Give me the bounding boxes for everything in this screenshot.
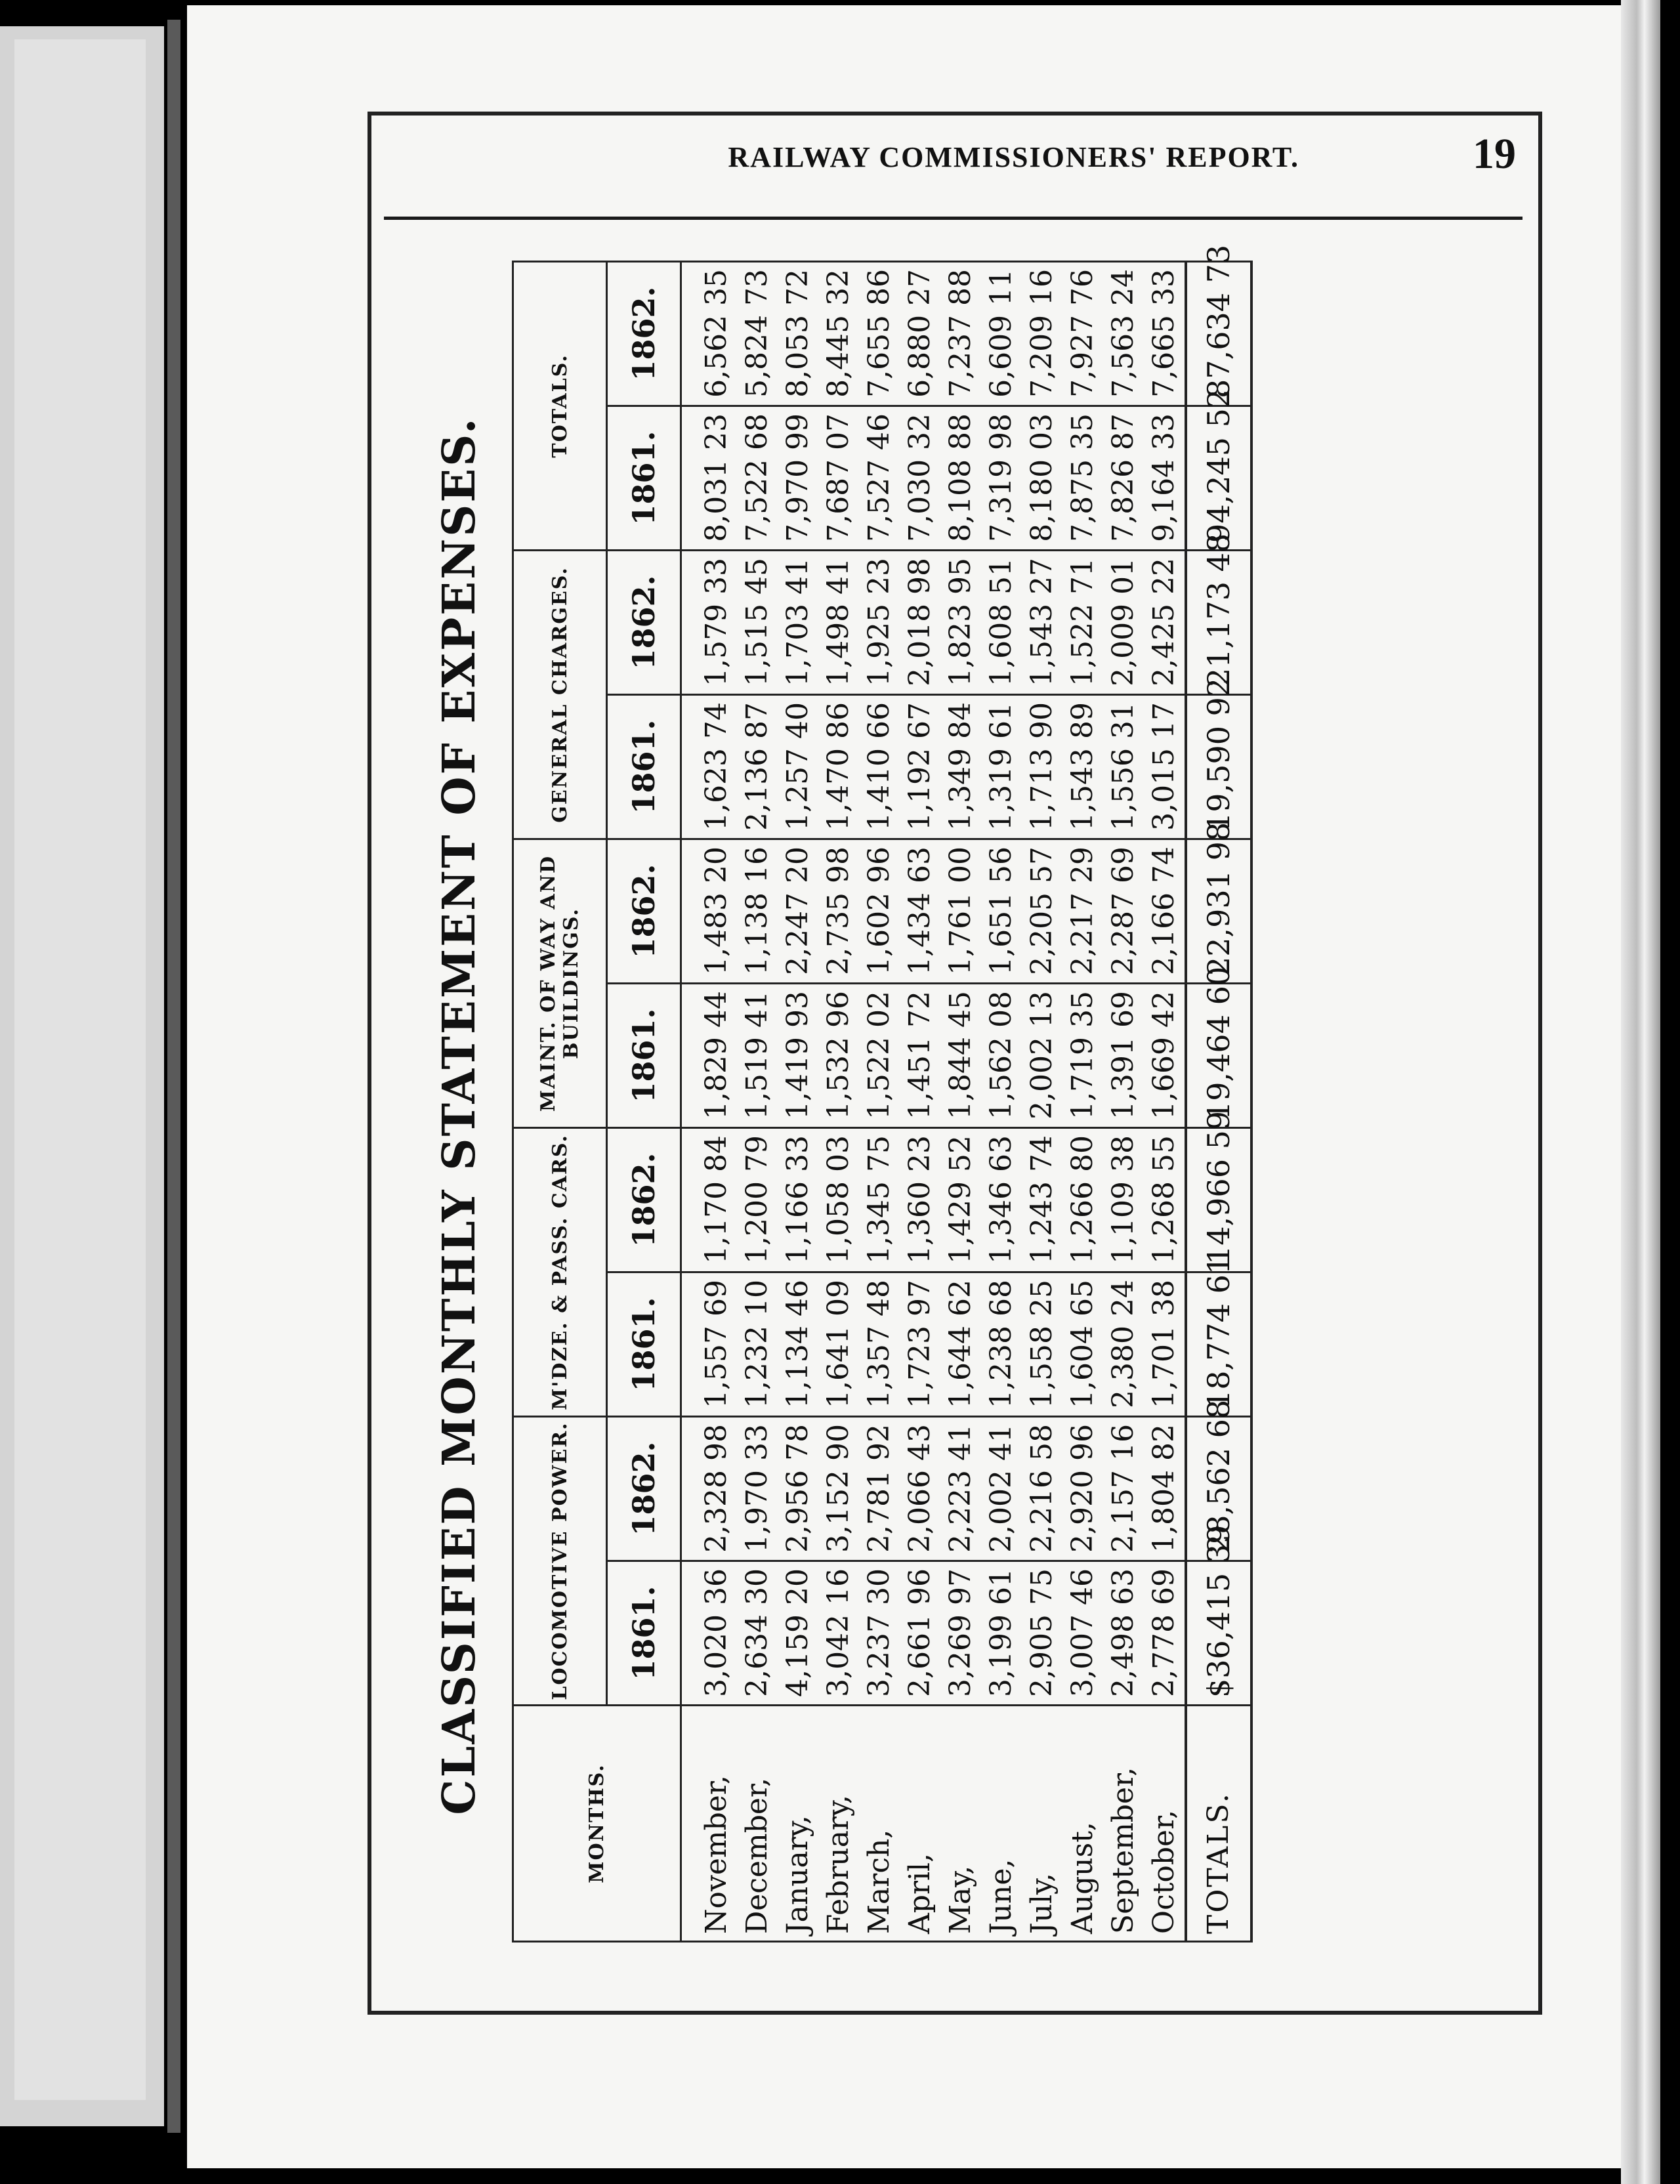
value-cell: 6,562 35 [681, 261, 738, 406]
value-cell: 2,781 92 [859, 1417, 900, 1561]
value-cell: 1,192 67 [900, 694, 940, 839]
value-cell: 3,007 46 [1062, 1561, 1103, 1706]
value-cell: 1,170 84 [681, 1127, 738, 1272]
table-row [1144, 261, 1186, 1941]
table-row [818, 261, 859, 1941]
value-cell: 3,020 36 [681, 1561, 738, 1706]
group-header-cars: M'DZE. & PASS. CARS. [513, 1127, 607, 1416]
value-cell: 1,519 41 [737, 983, 778, 1127]
year-header: 1861. [607, 694, 681, 839]
value-cell: 2,002 41 [981, 1417, 1022, 1561]
value-cell: 1,556 31 [1103, 694, 1144, 839]
value-cell: 7,655 86 [859, 261, 900, 406]
value-cell: 1,558 25 [1022, 1272, 1062, 1417]
value-cell: 1,257 40 [778, 694, 818, 839]
value-cell: 1,268 55 [1144, 1127, 1186, 1272]
value-cell: 2,920 96 [1062, 1417, 1103, 1561]
value-cell: 7,665 33 [1144, 261, 1186, 406]
value-cell: 2,425 22 [1144, 550, 1186, 694]
value-cell: 1,434 63 [900, 839, 940, 983]
value-cell: 1,109 38 [1103, 1127, 1144, 1272]
value-cell: 2,157 16 [1103, 1417, 1144, 1561]
year-header: 1861. [607, 1561, 681, 1706]
value-cell: 1,166 33 [778, 1127, 818, 1272]
table-row [1022, 261, 1062, 1941]
value-cell: 1,644 62 [940, 1272, 981, 1417]
value-cell: 1,543 27 [1022, 550, 1062, 694]
month-cell: January, [778, 1706, 818, 1942]
value-cell: 8,180 03 [1022, 406, 1062, 550]
table-row [940, 261, 981, 1941]
table-row [737, 261, 778, 1941]
table-row [1103, 261, 1144, 1941]
value-cell: 1,823 95 [940, 550, 981, 694]
year-header: 1861. [607, 983, 681, 1127]
value-cell: 2,205 57 [1022, 839, 1062, 983]
value-cell: 8,031 23 [681, 406, 738, 550]
value-cell: 1,138 16 [737, 839, 778, 983]
value-cell: 1,419 93 [778, 983, 818, 1127]
year-header: 1861. [607, 406, 681, 550]
group-header-totals: TOTALS. [513, 261, 607, 550]
total-cell: $36,415 39 [1186, 1561, 1251, 1706]
value-cell: 1,608 51 [981, 550, 1022, 694]
value-cell: 2,328 98 [681, 1417, 738, 1561]
value-cell: 7,927 76 [1062, 261, 1103, 406]
value-cell: 2,498 63 [1103, 1561, 1144, 1706]
value-cell: 1,557 69 [681, 1272, 738, 1417]
page-number: 19 [1473, 130, 1516, 178]
value-cell: 1,498 41 [818, 550, 859, 694]
total-cell: 19,590 92 [1186, 694, 1251, 839]
group-header-locomotive: LOCOMOTIVE POWER. [513, 1417, 607, 1706]
table-row [681, 261, 738, 1941]
value-cell: 1,719 35 [1062, 983, 1103, 1127]
value-cell: 1,761 00 [940, 839, 981, 983]
value-cell: 1,345 75 [859, 1127, 900, 1272]
value-cell: 9,164 33 [1144, 406, 1186, 550]
value-cell: 1,925 23 [859, 550, 900, 694]
total-cell: 19,464 60 [1186, 983, 1251, 1127]
value-cell: 6,609 11 [981, 261, 1022, 406]
month-cell: July, [1022, 1706, 1062, 1942]
value-cell: 8,053 72 [778, 261, 818, 406]
value-cell: 1,522 02 [859, 983, 900, 1127]
month-cell: August, [1062, 1706, 1103, 1942]
value-cell: 1,349 84 [940, 694, 981, 839]
value-cell: 2,634 30 [737, 1561, 778, 1706]
value-cell: 2,287 69 [1103, 839, 1144, 983]
value-cell: 1,470 86 [818, 694, 859, 839]
value-cell: 1,266 80 [1062, 1127, 1103, 1272]
value-cell: 2,002 13 [1022, 983, 1062, 1127]
table-row [859, 261, 900, 1941]
value-cell: 1,562 08 [981, 983, 1022, 1127]
value-cell: 1,829 44 [681, 983, 738, 1127]
year-header: 1862. [607, 261, 681, 406]
value-cell: 7,319 98 [981, 406, 1022, 550]
total-cell: 22,931 98 [1186, 839, 1251, 983]
value-cell: 1,651 56 [981, 839, 1022, 983]
month-cell: November, [681, 1706, 738, 1942]
value-cell: 1,410 66 [859, 694, 900, 839]
table-row [900, 261, 940, 1941]
value-cell: 1,844 45 [940, 983, 981, 1127]
value-cell: 3,199 61 [981, 1561, 1022, 1706]
month-cell: May, [940, 1706, 981, 1942]
month-cell: March, [859, 1706, 900, 1942]
value-cell: 1,602 96 [859, 839, 900, 983]
value-cell: 1,243 74 [1022, 1127, 1062, 1272]
month-cell: June, [981, 1706, 1022, 1942]
value-cell: 2,905 75 [1022, 1561, 1062, 1706]
totals-row [1186, 261, 1251, 1941]
facing-page-text-area [14, 39, 146, 2100]
facing-page [0, 26, 164, 2126]
book-gutter [167, 20, 180, 2133]
month-cell: September, [1103, 1706, 1144, 1942]
month-cell: October, [1144, 1706, 1186, 1942]
value-cell: 2,136 87 [737, 694, 778, 839]
header-rule [384, 217, 1522, 220]
value-cell: 1,543 89 [1062, 694, 1103, 839]
value-cell: 7,826 87 [1103, 406, 1144, 550]
table-row [981, 261, 1022, 1941]
value-cell: 2,223 41 [940, 1417, 981, 1561]
totals-label: TOTALS. [1186, 1706, 1251, 1942]
year-header: 1861. [607, 1272, 681, 1417]
value-cell: 2,380 24 [1103, 1272, 1144, 1417]
value-cell: 1,623 74 [681, 694, 738, 839]
value-cell: 8,445 32 [818, 261, 859, 406]
total-cell: 87,634 73 [1186, 261, 1251, 406]
value-cell: 3,042 16 [818, 1561, 859, 1706]
value-cell: 1,703 41 [778, 550, 818, 694]
value-cell: 7,527 46 [859, 406, 900, 550]
value-cell: 3,237 30 [859, 1561, 900, 1706]
value-cell: 1,701 38 [1144, 1272, 1186, 1417]
value-cell: 2,735 98 [818, 839, 859, 983]
running-head: RAILWAY COMMISSIONERS' REPORT. [728, 141, 1299, 173]
value-cell: 1,134 46 [778, 1272, 818, 1417]
table-title: CLASSIFIED MONTHLY STATEMENT OF EXPENSES. [433, 416, 486, 1815]
value-cell: 1,346 63 [981, 1127, 1022, 1272]
value-cell: 8,108 88 [940, 406, 981, 550]
page-edge [1621, 0, 1660, 2184]
value-cell: 7,687 07 [818, 406, 859, 550]
value-cell: 7,970 99 [778, 406, 818, 550]
total-cell: 14,966 59 [1186, 1127, 1251, 1272]
value-cell: 1,357 48 [859, 1272, 900, 1417]
value-cell: 3,152 90 [818, 1417, 859, 1561]
value-cell: 6,880 27 [900, 261, 940, 406]
table-row [1062, 261, 1103, 1941]
total-cell: 94,245 52 [1186, 406, 1251, 550]
value-cell: 2,018 98 [900, 550, 940, 694]
value-cell: 4,159 20 [778, 1561, 818, 1706]
months-header: MONTHS. [513, 1706, 681, 1942]
month-cell: December, [737, 1706, 778, 1942]
value-cell: 1,713 90 [1022, 694, 1062, 839]
value-cell: 7,522 68 [737, 406, 778, 550]
value-cell: 1,604 65 [1062, 1272, 1103, 1417]
value-cell: 1,522 71 [1062, 550, 1103, 694]
year-header: 1862. [607, 1417, 681, 1561]
value-cell: 7,563 24 [1103, 261, 1144, 406]
year-header: 1862. [607, 839, 681, 983]
value-cell: 1,723 97 [900, 1272, 940, 1417]
value-cell: 1,804 82 [1144, 1417, 1186, 1561]
value-cell: 2,166 74 [1144, 839, 1186, 983]
value-cell: 1,451 72 [900, 983, 940, 1127]
value-cell: 3,269 97 [940, 1561, 981, 1706]
value-cell: 1,641 09 [818, 1272, 859, 1417]
group-header-maintenance: MAINT. OF WAY AND BUILDINGS. [513, 839, 607, 1127]
total-cell: 18,774 61 [1186, 1272, 1251, 1417]
value-cell: 1,532 96 [818, 983, 859, 1127]
value-cell: 5,824 73 [737, 261, 778, 406]
group-header-general: GENERAL CHARGES. [513, 550, 607, 839]
table-row [778, 261, 818, 1941]
expenses-table [512, 244, 1253, 1942]
value-cell: 1,970 33 [737, 1417, 778, 1561]
value-cell: 7,237 88 [940, 261, 981, 406]
value-cell: 1,579 33 [681, 550, 738, 694]
value-cell: 1,238 68 [981, 1272, 1022, 1417]
value-cell: 7,209 16 [1022, 261, 1062, 406]
value-cell: 2,009 01 [1103, 550, 1144, 694]
value-cell: 1,483 20 [681, 839, 738, 983]
value-cell: 1,391 69 [1103, 983, 1144, 1127]
value-cell: 2,247 20 [778, 839, 818, 983]
month-cell: April, [900, 1706, 940, 1942]
value-cell: 2,216 58 [1022, 1417, 1062, 1561]
value-cell: 1,232 10 [737, 1272, 778, 1417]
value-cell: 2,778 69 [1144, 1561, 1186, 1706]
table-body [681, 261, 1186, 1941]
value-cell: 1,200 79 [737, 1127, 778, 1272]
value-cell: 3,015 17 [1144, 694, 1186, 839]
month-cell: February, [818, 1706, 859, 1942]
value-cell: 1,429 52 [940, 1127, 981, 1272]
value-cell: 2,066 43 [900, 1417, 940, 1561]
value-cell: 7,875 35 [1062, 406, 1103, 550]
value-cell: 1,669 42 [1144, 983, 1186, 1127]
value-cell: 1,360 23 [900, 1127, 940, 1272]
rotated-table-block [413, 244, 1529, 1969]
value-cell: 1,515 45 [737, 550, 778, 694]
total-cell: 21,173 48 [1186, 550, 1251, 694]
value-cell: 2,661 96 [900, 1561, 940, 1706]
year-header: 1862. [607, 1127, 681, 1272]
value-cell: 1,058 03 [818, 1127, 859, 1272]
total-cell: 28,562 68 [1186, 1417, 1251, 1561]
value-cell: 2,956 78 [778, 1417, 818, 1561]
year-header: 1862. [607, 550, 681, 694]
value-cell: 7,030 32 [900, 406, 940, 550]
value-cell: 1,319 61 [981, 694, 1022, 839]
value-cell: 2,217 29 [1062, 839, 1103, 983]
